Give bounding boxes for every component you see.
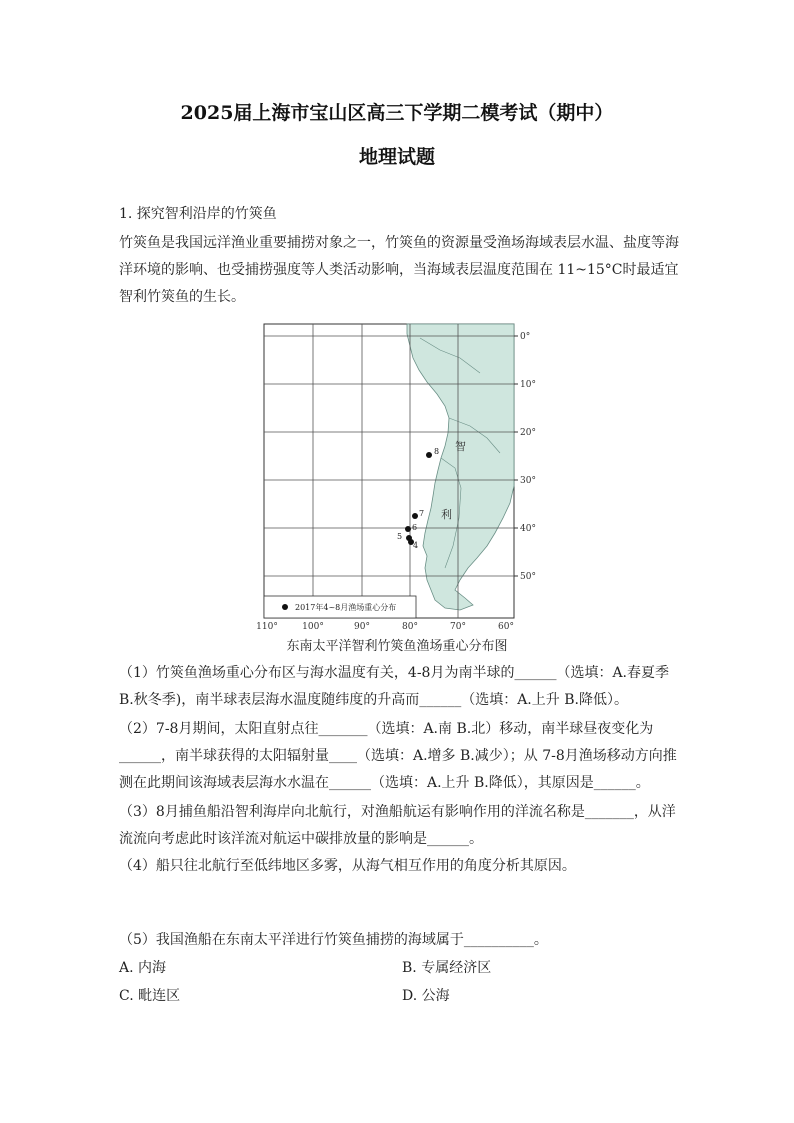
lon-label: 110° (256, 622, 278, 632)
point-label: 5 (397, 532, 403, 541)
option-d[interactable]: D. 公海 (402, 988, 450, 1004)
point-label: 4 (413, 541, 419, 550)
lat-label: 10° (520, 380, 536, 390)
fishing-ground-map (255, 318, 555, 640)
sub-question-line: （3）8月捕鱼船沿智利海岸向北航行，对渔船航运有影响作用的洋流名称是_______，从洋 (119, 804, 676, 820)
point-label: 8 (434, 447, 440, 456)
lon-label: 60° (498, 622, 514, 632)
exam-subtitle: 地理试题 (358, 146, 435, 168)
sub-question-line: B.秋冬季)，南半球表层海水温度随纬度的升高而______（选填：A.上升 B.降低）。 (119, 692, 628, 708)
lat-label: 0° (520, 332, 531, 342)
sub-question-line: ______，南半球获得的太阳辐射量____（选填：A.增多 B.减少）；从 7-8月渔场移动方向推 (119, 748, 677, 764)
lon-label: 90° (354, 622, 370, 632)
intro-line-1: 竹筴鱼是我国远洋渔业重要捕捞对象之一，竹筴鱼的资源量受渔场海域表层水温、盐度等海 (119, 235, 679, 251)
point-label: 7 (419, 509, 425, 518)
intro-line-2: 洋环境的影响、也受捕捞强度等人类活动影响，当海域表层温度范围在 11~15°C时最适宜 (119, 262, 679, 278)
exam-title: 2025届上海市宝山区高三下学期二模考试（期中） (180, 102, 614, 124)
lat-label: 50° (520, 572, 536, 582)
sub-question-line: （2）7-8月期间，太阳直射点往_______（选填：A.南 B.北）移动，南半球昼夜变化为 (119, 721, 654, 737)
question-5: （5）我国渔船在东南太平洋进行竹筴鱼捕捞的海域属于__________。 (119, 932, 548, 948)
sub-question-line: 流流向考虑此时该洋流对航运中碳排放量的影响是______。 (119, 831, 483, 847)
question-heading: 1. 探究智利沿岸的竹筴鱼 (119, 206, 277, 222)
figure-caption: 东南太平洋智利竹筴鱼渔场重心分布图 (286, 639, 508, 654)
map-legend: 2017年4~8月渔场重心分布 (295, 603, 397, 612)
point-label: 6 (412, 523, 418, 532)
lat-label: 20° (520, 428, 536, 438)
lat-label: 30° (520, 476, 536, 486)
lon-label: 80° (402, 622, 418, 632)
lon-label: 100° (302, 622, 324, 632)
intro-line-3: 智利竹筴鱼的生长。 (119, 289, 245, 305)
sub-question-line: （4）船只往北航行至低纬地区多雾，从海气相互作用的角度分析其原因。 (119, 858, 576, 874)
lon-label: 70° (450, 622, 466, 632)
fishing-point (405, 526, 411, 532)
lat-label: 40° (520, 524, 536, 534)
option-c[interactable]: C. 毗连区 (119, 988, 181, 1004)
fishing-point (426, 452, 432, 458)
sub-question-line: （1）竹筴鱼渔场重心分布区与海水温度有关，4-8月为南半球的______（选填：A.春夏季 (119, 665, 670, 681)
fishing-point (412, 513, 418, 519)
country-label-chile-2: 利 (441, 508, 452, 521)
country-label-chile-1: 智 (455, 440, 466, 453)
option-a[interactable]: A. 内海 (119, 960, 167, 976)
option-b[interactable]: B. 专属经济区 (402, 960, 492, 976)
sub-question-line: 测在此期间该海域表层海水水温在______（选填：A.上升 B.降低），其原因是______。 (119, 775, 650, 791)
